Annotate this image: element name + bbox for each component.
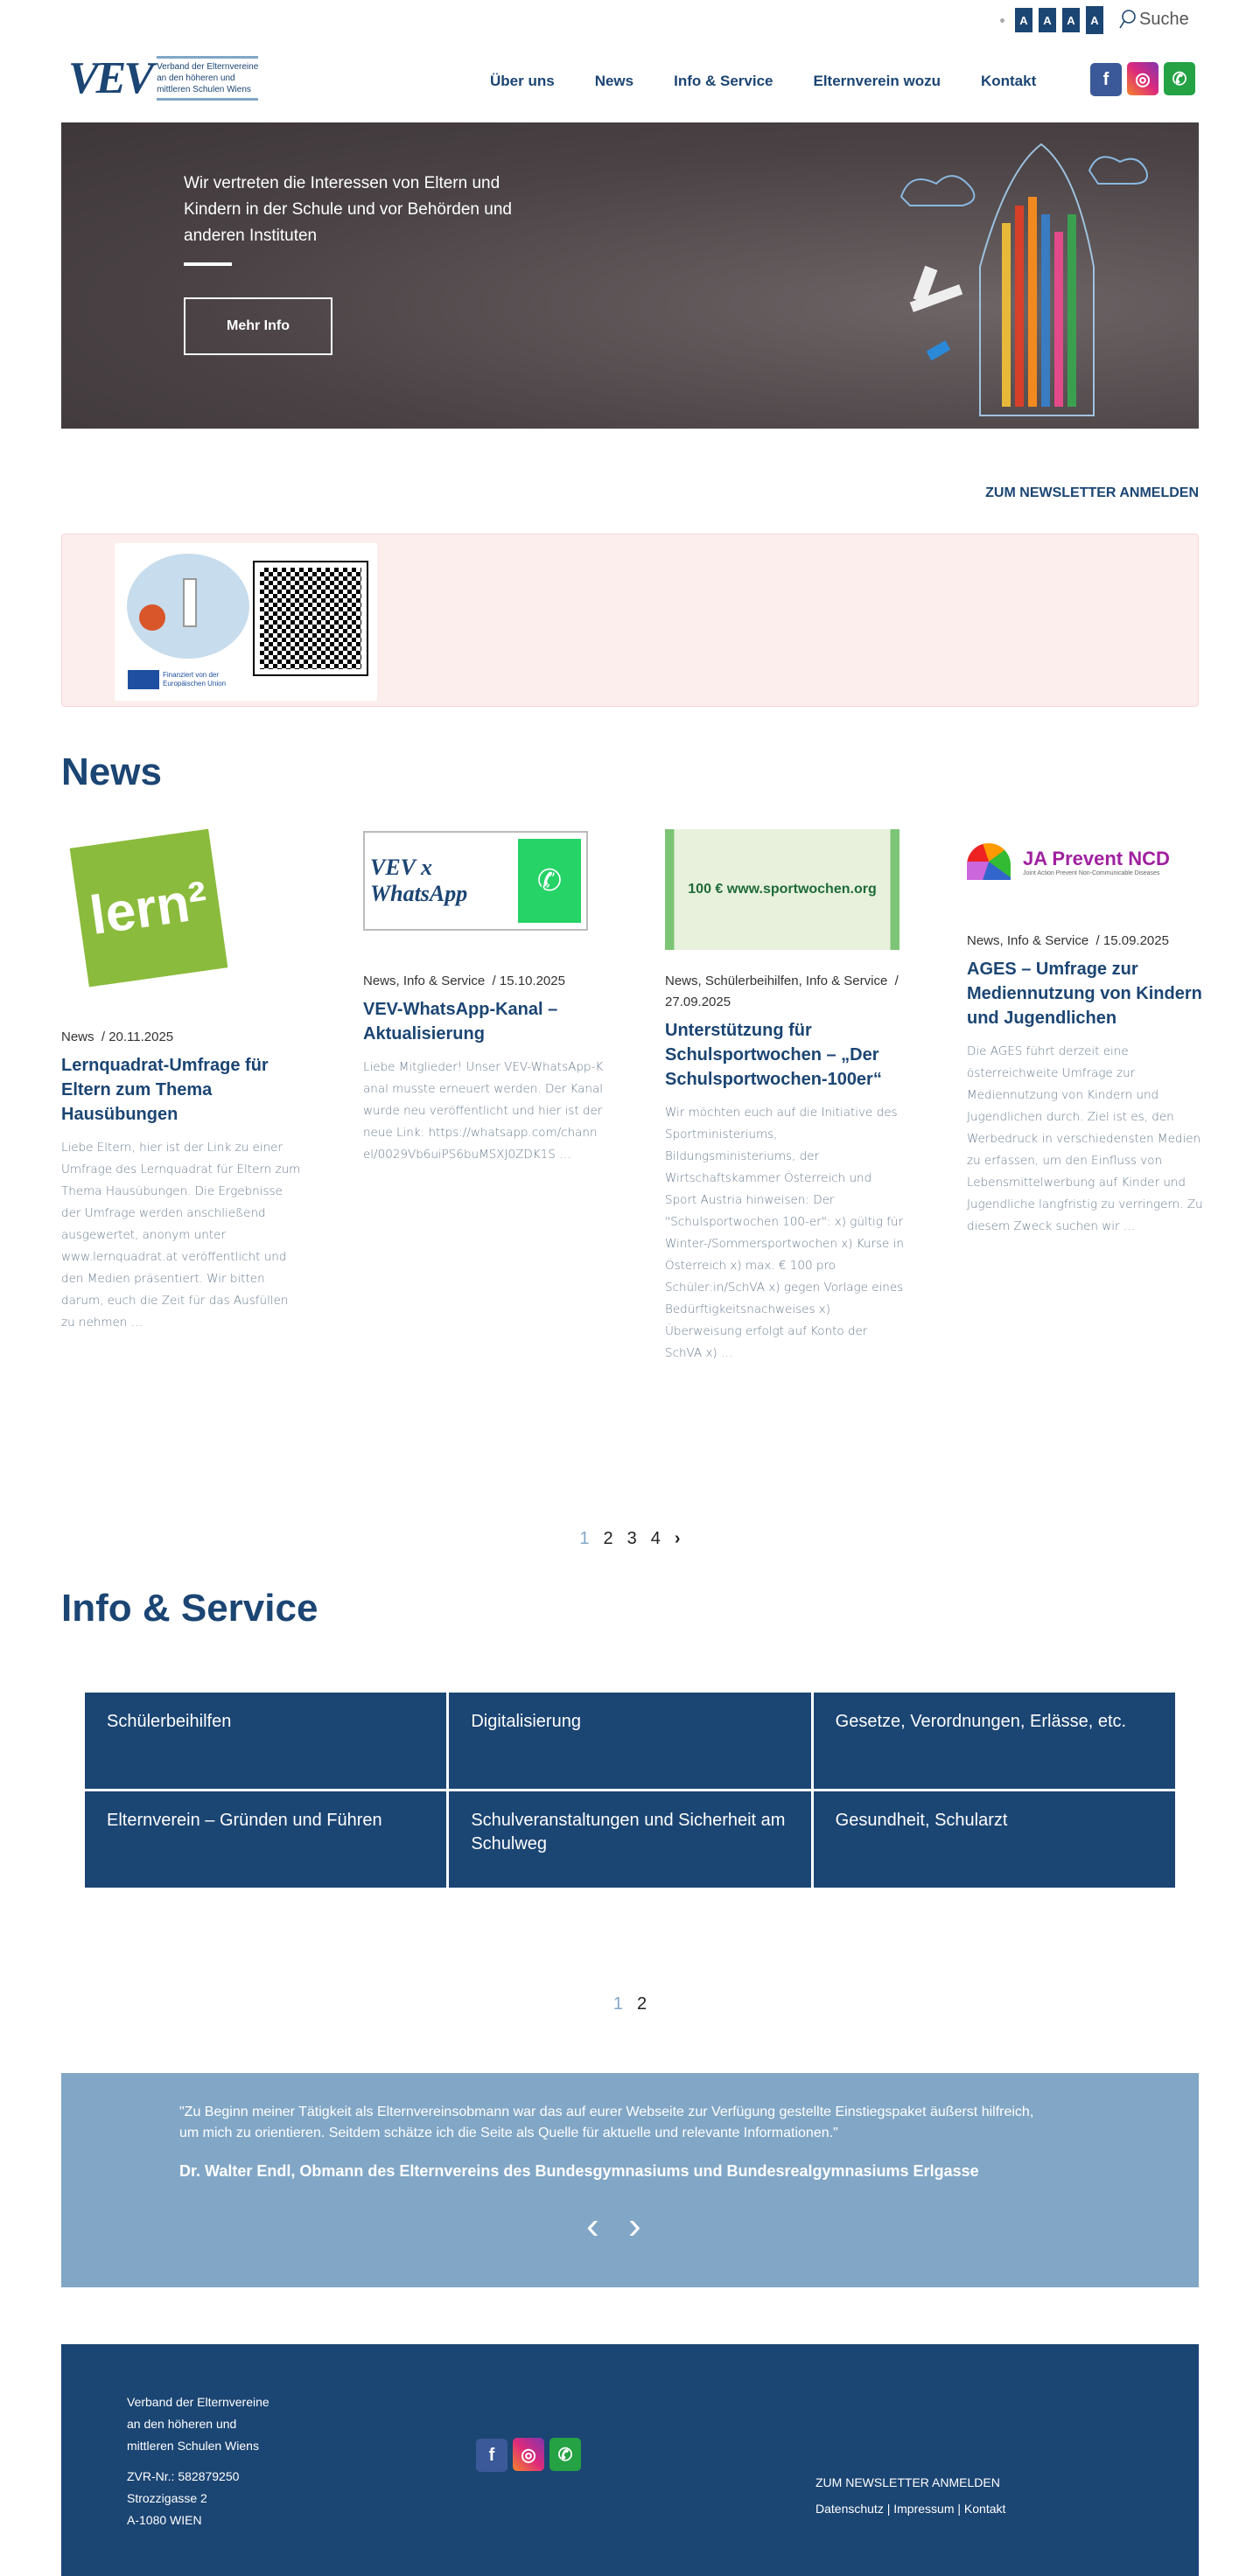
eu-school-program-image[interactable] bbox=[115, 543, 377, 701]
footer-org bbox=[127, 2391, 270, 2531]
news-image[interactable]: 100 € www.sportwochen.org bbox=[665, 829, 900, 950]
news-card bbox=[665, 829, 906, 1365]
eu-funding-text: Finanziert von der Europäischen Union bbox=[163, 671, 227, 688]
logo-line: an den höheren und bbox=[157, 73, 235, 83]
news-date: 27.09.2025 bbox=[665, 995, 732, 1009]
testimonial-author: Dr. Walter Endl, Obmann des Elternvereins des Bundesgymnasiums und Bundesrealgymnasiums Erlgasse bbox=[179, 2162, 979, 2180]
news-category[interactable]: News, Info & Service bbox=[363, 974, 486, 988]
apple-icon bbox=[139, 604, 165, 631]
info-tile[interactable]: Schülerbeihilfen bbox=[85, 1693, 446, 1789]
nav-info-service[interactable]: Info & Service bbox=[674, 73, 774, 89]
news-card bbox=[61, 831, 302, 1334]
news-excerpt: Liebe Mitglieder! Unser VEV-WhatsApp-Kanal musste erneuert werden. Der Kanal wurde neu veröffentlicht und hier ist der neue Link: https://whatsapp.com/channel/0029Vb6uiPS6buMSXJ0ZDK1S … bbox=[363, 1060, 604, 1162]
search-icon bbox=[1118, 9, 1136, 30]
info-tile[interactable]: Schulveranstaltungen und Sicherheit am Schulweg bbox=[449, 1791, 810, 1888]
hero-banner bbox=[61, 122, 1199, 429]
news-image[interactable] bbox=[363, 831, 588, 931]
main-nav bbox=[450, 73, 1036, 90]
footer-newsletter-link[interactable]: ZUM NEWSLETTER ANMELDEN bbox=[816, 2475, 1000, 2489]
whatsapp-logo-icon: ✆ bbox=[518, 839, 581, 923]
logo[interactable] bbox=[68, 52, 258, 104]
font-size-controls bbox=[1015, 8, 1103, 34]
news-card bbox=[363, 831, 604, 1166]
footer-street: Strozzigasse 2 bbox=[127, 2491, 207, 2505]
instagram-icon[interactable]: ◎ bbox=[1127, 62, 1158, 95]
footer-zvr: ZVR-Nr.: 582879250 bbox=[127, 2469, 240, 2483]
page-link[interactable]: 2 bbox=[637, 1994, 648, 2014]
page-link[interactable]: 4 bbox=[650, 1529, 661, 1548]
eu-flag-icon bbox=[128, 670, 159, 689]
news-date: 20.11.2025 bbox=[108, 1030, 174, 1044]
separator: | bbox=[886, 2502, 891, 2516]
logo-line: Verband der Elternvereine bbox=[157, 62, 259, 72]
news-image[interactable] bbox=[967, 835, 1208, 888]
footer-links bbox=[816, 2502, 1005, 2516]
promo-banner bbox=[61, 534, 1199, 707]
info-service-heading: Info & Service bbox=[61, 1587, 318, 1630]
footer-org-line: mittleren Schulen Wiens bbox=[127, 2439, 259, 2453]
news-heading: News bbox=[61, 750, 162, 793]
news-excerpt: Wir möchten euch auf die Initiative des Sportministeriums, Bildungsministeriums, der Wirtschaftskammer Österreich und Sport Austria hinweisen: Der "Schulsportwochen 100-er": x) gültig für Winter-/Sommersportwochen x) Kurse in Österreich x) max. € 100 pro Schüler:in/SchVA x) gegen Vorlage eines Bedürftigkeitsnachweises x) Überweisung erfolgt auf Konto der SchVA x) … bbox=[665, 1106, 904, 1360]
news-meta: News, Info & Service / 15.10.2025 bbox=[363, 974, 565, 988]
nav-kontakt[interactable]: Kontakt bbox=[980, 73, 1037, 89]
testimonial-quote: "Zu Beginn meiner Tätigkeit als Elternvereinsobmann war das auf eurer Webseite zur Verfügung gestellte Einstiegspaket äußerst hilfreich, um mich zu orientieren. Seitdem schätze ich die Seite als Quelle für aktuelle und relevante Informationen." bbox=[179, 2105, 1034, 2140]
footer bbox=[61, 2344, 1199, 2576]
page-link[interactable]: 2 bbox=[603, 1529, 613, 1548]
info-tile[interactable]: Elternverein – Gründen und Führen bbox=[85, 1791, 446, 1888]
search-label: Suche bbox=[1139, 9, 1189, 29]
news-card bbox=[967, 835, 1208, 1238]
qr-code[interactable] bbox=[255, 562, 367, 674]
next-arrow-icon[interactable]: › bbox=[628, 2204, 641, 2247]
font-size-button[interactable]: A bbox=[1062, 8, 1080, 32]
rainbow-logo-icon bbox=[967, 843, 1011, 880]
info-tile[interactable]: Gesundheit, Schularzt bbox=[814, 1791, 1175, 1888]
social-links bbox=[1085, 62, 1195, 96]
hero-divider bbox=[184, 262, 232, 266]
page-link-current[interactable]: 1 bbox=[579, 1529, 590, 1548]
footer-social-links bbox=[471, 2438, 581, 2472]
vev-whatsapp-image-text: VEV x WhatsApp bbox=[370, 855, 468, 906]
nav-news[interactable]: News bbox=[594, 73, 634, 89]
font-size-button[interactable]: A bbox=[1086, 6, 1103, 34]
news-title[interactable]: Unterstützung für Schulsportwochen – „Der Schulsportwochen-100er“ bbox=[665, 1021, 882, 1089]
whatsapp-icon[interactable]: ✆ bbox=[1164, 62, 1195, 95]
separator: | bbox=[957, 2502, 962, 2516]
news-category[interactable]: News bbox=[61, 1030, 94, 1044]
testimonial-slider bbox=[61, 2073, 1199, 2287]
news-title[interactable]: VEV-WhatsApp-Kanal – Aktualisierung bbox=[363, 1000, 558, 1044]
page-link-current[interactable]: 1 bbox=[612, 1994, 623, 2014]
search-button[interactable] bbox=[1118, 9, 1189, 30]
prev-arrow-icon[interactable]: ‹ bbox=[586, 2204, 599, 2247]
logo-text bbox=[157, 56, 258, 101]
logo-mark: VEV bbox=[68, 53, 152, 103]
datenschutz-link[interactable]: Datenschutz bbox=[816, 2502, 884, 2516]
whatsapp-icon[interactable]: ✆ bbox=[550, 2438, 581, 2471]
rocket-pencils-illustration bbox=[875, 136, 1164, 424]
info-service-grid bbox=[85, 1693, 1175, 1888]
info-tile[interactable]: Gesetze, Verordnungen, Erlässe, etc. bbox=[814, 1693, 1175, 1789]
news-image[interactable]: lern² bbox=[70, 829, 228, 988]
news-date: 15.10.2025 bbox=[499, 974, 565, 988]
impressum-link[interactable]: Impressum bbox=[893, 2502, 955, 2516]
facebook-icon[interactable]: f bbox=[476, 2439, 508, 2472]
kontakt-link[interactable]: Kontakt bbox=[963, 2502, 1006, 2516]
ncd-image-subtitle: Joint Action Prevent Non-Communicable Diseases bbox=[1023, 869, 1160, 876]
mehr-info-button[interactable]: Mehr Info bbox=[184, 297, 332, 355]
ncd-image-title: JA Prevent NCD bbox=[1023, 847, 1170, 869]
news-date: 15.09.2025 bbox=[1102, 933, 1169, 948]
nav-elternverein-wozu[interactable]: Elternverein wozu bbox=[813, 73, 941, 89]
nav-ueber-uns[interactable]: Über uns bbox=[490, 73, 555, 89]
news-meta: News, Schülerbeihilfen, Info & Service / 27.09.2025 bbox=[665, 974, 899, 1009]
news-excerpt: Liebe Eltern, hier ist der Link zu einer Umfrage des Lernquadrat für Eltern zum Thema Hausübungen. Die Ergebnisse der Umfrage werden anschließend ausgewertet, anonym unter www.lernquadrat.at veröffentlicht und den Medien präsentiert. Wir bitten darum, euch die Zeit für das Ausfüllen zu nehmen … bbox=[61, 1141, 301, 1330]
info-tile[interactable]: Digitalisierung bbox=[449, 1693, 810, 1789]
news-meta: News / 20.11.2025 bbox=[61, 1030, 174, 1044]
newsletter-link[interactable]: ZUM NEWSLETTER ANMELDEN bbox=[985, 485, 1199, 500]
next-page-link[interactable]: › bbox=[674, 1529, 681, 1548]
font-size-button[interactable]: A bbox=[1039, 8, 1056, 32]
font-size-button[interactable]: A bbox=[1015, 8, 1032, 32]
page-link[interactable]: 3 bbox=[626, 1529, 637, 1548]
news-pagination bbox=[0, 1529, 1260, 1549]
info-pagination bbox=[0, 1994, 1260, 2014]
news-meta: News, Info & Service / 15.09.2025 bbox=[967, 933, 1169, 948]
facebook-icon[interactable]: f bbox=[1090, 63, 1122, 96]
news-title[interactable]: Lernquadrat-Umfrage für Eltern zum Thema Hausübungen bbox=[61, 1056, 269, 1124]
news-excerpt: Die AGES führt derzeit eine österreichweite Umfrage zur Mediennutzung von Kindern und Jugendlichen durch. Ziel ist es, den Werbedruck in verschiedensten Medien zu erfassen, um den Einfluss von Lebensmittelwerbung auf Kinder und Jugendliche langfristig zu verringern. Zu diesem Zweck suchen wir … bbox=[967, 1044, 1203, 1233]
footer-org-line: Verband der Elternvereine bbox=[127, 2395, 270, 2409]
milk-glass-icon bbox=[183, 578, 197, 627]
instagram-icon[interactable]: ◎ bbox=[513, 2438, 544, 2471]
news-category[interactable]: News, Schülerbeihilfen, Info & Service bbox=[665, 974, 888, 988]
dot bbox=[1000, 18, 1004, 23]
news-category[interactable]: News, Info & Service bbox=[967, 933, 1089, 948]
logo-line: mittleren Schulen Wiens bbox=[157, 85, 251, 94]
footer-org-line: an den höheren und bbox=[127, 2417, 237, 2431]
footer-city: A-1080 WIEN bbox=[127, 2513, 202, 2527]
news-title[interactable]: AGES – Umfrage zur Mediennutzung von Kindern und Jugendlichen bbox=[967, 960, 1202, 1028]
hero-text: Wir vertreten die Interessen von Eltern und Kindern in der Schule und vor Behörden und anderen Instituten bbox=[184, 174, 512, 245]
